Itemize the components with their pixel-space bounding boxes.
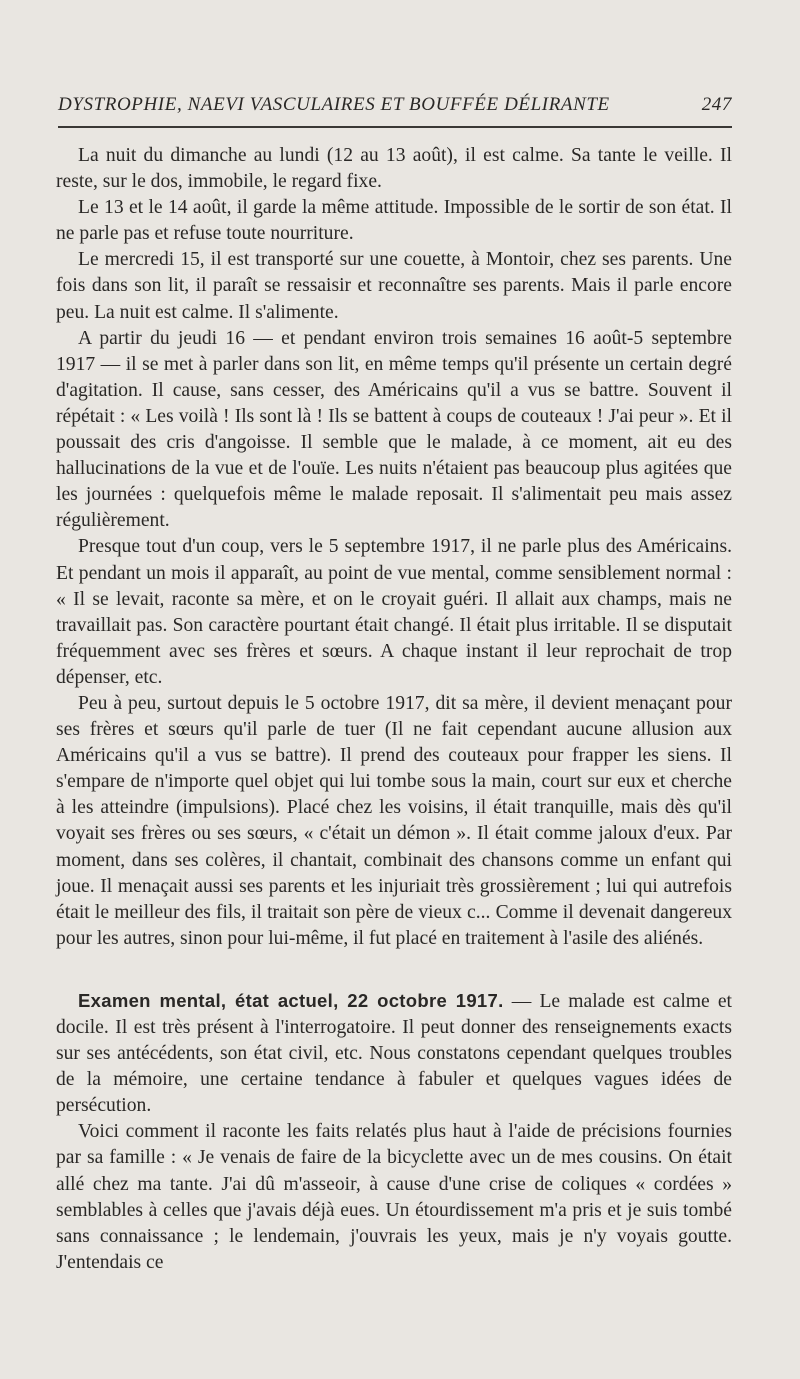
section-heading: Examen mental, état actuel, 22 octobre 1917. xyxy=(78,989,504,1011)
exam-text: — Le malade est calme et docile. Il est très présent à l'interrogatoire. Il peut donner des renseignements exacts sur ses antécédents, son état civil, etc. Nous constatons cependant quelques troubles de la mémoire, une certaine tendance à fabuler et quelques vagues idées de persécution. xyxy=(56,990,733,1117)
running-title: DYSTROPHIE, NAEVI VASCULAIRES ET BOUFFÉE DÉLIRANTE xyxy=(58,94,610,115)
exam-paragraph xyxy=(56,988,732,1119)
page-number: 247 xyxy=(701,94,732,115)
paragraph: Voici comment il raconte les faits relatés plus haut à l'aide de précisions fournies par sa famille : « Je venais de faire de la bicyclette avec un de mes cousins. On était allé chez ma tante. J'ai dû m'asseoir, à cause d'une crise de coliques « cordées » semblables à celles que j'avais déjà eues. Un étourdissement m'a pris et je suis tombé sans connaissance ; le lendemain, j'ouvrais les yeux, mais je n'y voyais goutte. J'entendais ce xyxy=(56,1121,732,1273)
header-rule xyxy=(58,126,732,128)
paragraph: Le mercredi 15, il est transporté sur une couette, à Montoir, chez ses parents. Une fois dans son lit, il paraît se ressaisir et reconnaître ses parents. Mais il parle encore peu. La nuit est calme. Il s'alimente. xyxy=(56,249,732,323)
section-gap xyxy=(56,952,732,988)
paragraph: Presque tout d'un coup, vers le 5 septembre 1917, il ne parle plus des Américains. Et pendant un mois il apparaît, au point de vue mental, comme sensiblement normal : « Il se levait, raconte sa mère, et on le croyait guéri. Il allait aux champs, mais ne travaillait pas. Son caractère pourtant était changé. Il était plus irritable. Il se disputait fréquemment avec ses frères et sœurs. A chaque instant il leur reprochait de trop dépenser, etc. xyxy=(56,536,732,688)
paragraph: Le 13 et le 14 août, il garde la même attitude. Impossible de le sortir de son état. Il ne parle pas et refuse toute nourriture. xyxy=(56,197,732,245)
paragraph: A partir du jeudi 16 — et pendant environ trois semaines 16 août-5 septembre 1917 — il se met à parler dans son lit, en même temps qu'il présente un certain degré d'agitation. Il cause, sans cesser, des Américains qu'il a vus se battre. Souvent il répétait : « Les voilà ! Ils sont là ! Ils se battent à coups de couteaux ! J'ai peur ». Et il poussait des cris d'angoisse. Il semble que le malade, à ce moment, ait eu des hallucinations de la vue et de l'ouïe. Les nuits n'étaient pas beaucoup plus agitées que les journées : quelquefois même le malade reposait. Il s'alimentait peu mais assez régulièrement. xyxy=(56,327,732,532)
body-text xyxy=(56,143,732,1276)
running-header xyxy=(58,94,732,116)
paragraph: Peu à peu, surtout depuis le 5 octobre 1917, dit sa mère, il devient menaçant pour ses frères et sœurs qu'il parle de tuer (Il ne fait cependant aucune allusion aux Américains qu'il a vus se battre). Il prend des couteaux pour frapper les siens. Il s'empare de n'importe quel objet qui lui tombe sous la main, court sur eux et cherche à les atteindre (impulsions). Placé chez les voisins, il était tranquille, mais dès qu'il voyait ses frères ou ses sœurs, « c'était un démon ». Il était comme jaloux d'eux. Par moment, dans ses colères, il chantait, combinait des chansons comme un enfant qui joue. Il menaçait aussi ses parents et les injuriait très grossièrement ; lui qui autrefois était le meilleur des fils, il traitait son père de vieux c... Comme il devenait dangereux pour les autres, sinon pour lui-même, il fut placé en traitement à l'asile des aliénés. xyxy=(56,692,732,949)
paragraph: La nuit du dimanche au lundi (12 au 13 août), il est calme. Sa tante le veille. Il reste, sur le dos, immobile, le regard fixe. xyxy=(56,145,732,193)
